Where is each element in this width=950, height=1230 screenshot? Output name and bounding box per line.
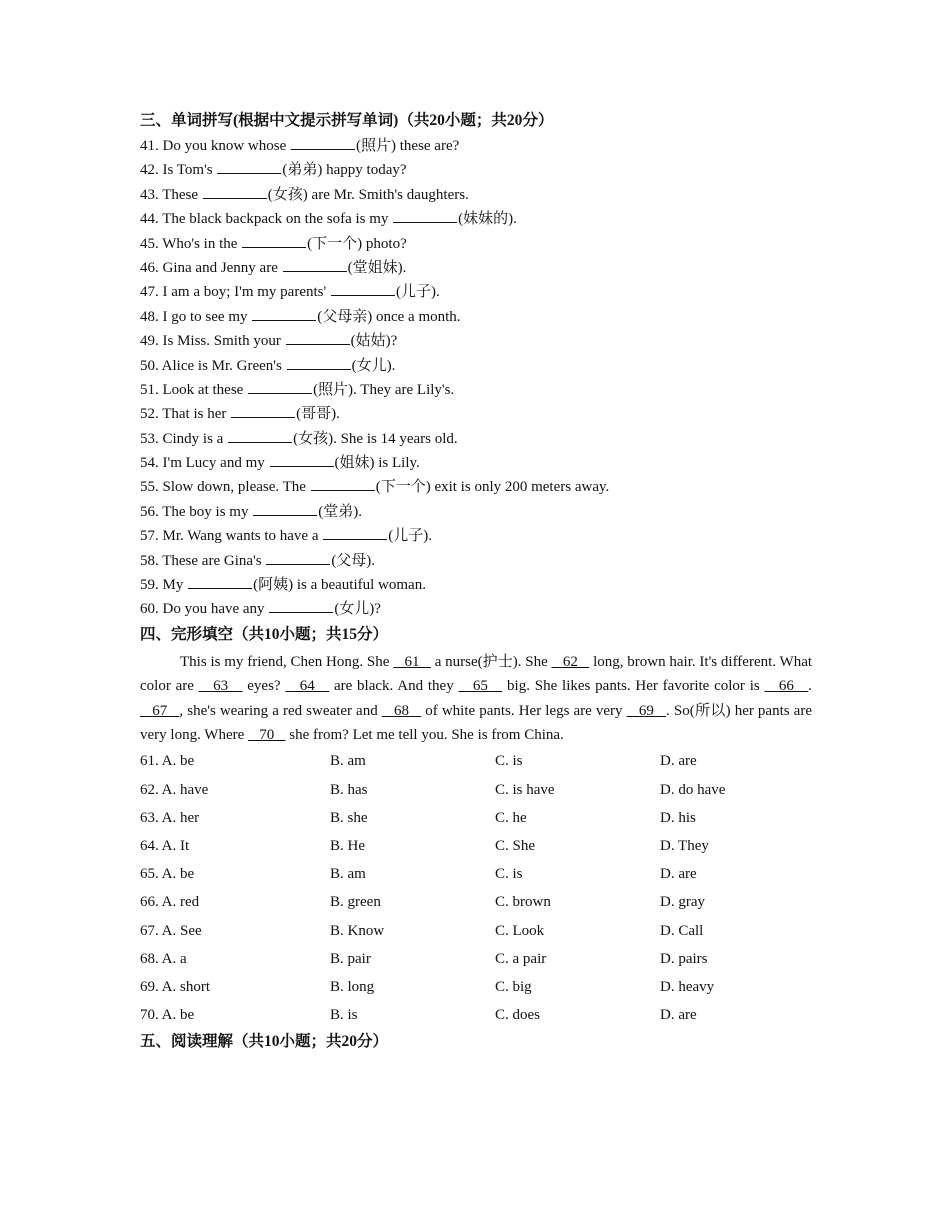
question-text: 54. I'm Lucy and my xyxy=(140,455,269,472)
question-text: 45. Who's in the xyxy=(140,235,242,252)
chinese-hint: (儿子). xyxy=(388,528,432,545)
answer-option[interactable]: 63. A. her xyxy=(140,809,200,826)
passage-text: she from? Let me tell you. She is from China. xyxy=(285,727,564,744)
cloze-blank-number[interactable]: 67 xyxy=(140,702,180,719)
chinese-hint: (弟弟) happy today? xyxy=(282,162,407,179)
passage-text: a nurse(护士). She xyxy=(430,653,552,670)
answer-option[interactable]: C. She xyxy=(495,838,536,854)
answer-option[interactable]: B. she xyxy=(330,809,368,826)
spelling-question xyxy=(140,158,812,182)
answer-blank[interactable] xyxy=(269,597,333,613)
passage-text: big. She likes pants. Her favorite color is xyxy=(502,678,765,695)
option-row xyxy=(140,747,812,775)
answer-option[interactable]: C. is xyxy=(495,753,523,770)
answer-option[interactable]: D. are xyxy=(660,753,697,770)
chinese-hint: (妹妹的). xyxy=(458,211,517,228)
question-text: 49. Is Miss. Smith your xyxy=(140,333,285,350)
cloze-blank-number[interactable]: 64 xyxy=(285,678,330,695)
answer-option[interactable]: C. is have xyxy=(495,781,555,798)
answer-blank[interactable] xyxy=(217,158,281,174)
cloze-blank-number[interactable]: 69 xyxy=(626,702,667,719)
option-row xyxy=(140,860,812,888)
question-text: 53. Cindy is a xyxy=(140,430,228,447)
answer-option[interactable]: B. is xyxy=(330,1007,358,1024)
answer-option[interactable]: B. long xyxy=(330,978,375,995)
passage-text: eyes? xyxy=(242,678,286,695)
option-row xyxy=(140,973,812,1001)
cloze-blank-number[interactable]: 70 xyxy=(248,727,286,744)
option-row xyxy=(140,888,812,916)
answer-option[interactable]: C. does xyxy=(495,1007,540,1024)
answer-option[interactable]: B. green xyxy=(330,894,381,911)
chinese-hint: (儿子). xyxy=(395,284,440,301)
chinese-hint: (父母). xyxy=(331,552,376,569)
spelling-question xyxy=(140,475,812,499)
question-text: 60. Do you have any xyxy=(140,601,269,618)
passage-text: of white pants. Her legs are very xyxy=(421,702,627,719)
answer-option[interactable]: D. gray xyxy=(660,894,705,911)
answer-blank[interactable] xyxy=(331,280,395,296)
answer-option[interactable]: D. his xyxy=(660,809,696,826)
question-text: 51. Look at these xyxy=(140,381,248,398)
answer-option[interactable]: C. a pair xyxy=(495,950,547,967)
answer-option[interactable]: C. he xyxy=(495,809,527,826)
spelling-question xyxy=(140,305,812,329)
option-row xyxy=(140,804,812,832)
chinese-hint: (姐妹) is Lily. xyxy=(334,455,420,472)
answer-option[interactable]: 65. A. be xyxy=(140,866,195,883)
answer-blank[interactable] xyxy=(248,378,312,394)
answer-blank[interactable] xyxy=(242,232,306,248)
section3-heading: 三、单词拼写(根据中文提示拼写单词)（共20小题；共20分） xyxy=(140,112,554,129)
answer-blank[interactable] xyxy=(252,305,316,321)
chinese-hint: (阿姨) is a beautiful woman. xyxy=(253,577,426,594)
answer-option[interactable]: 68. A. a xyxy=(140,950,187,967)
cloze-blank-number[interactable]: 61 xyxy=(393,653,431,670)
spelling-question xyxy=(140,427,812,451)
answer-option[interactable]: B. He xyxy=(330,838,365,854)
chinese-hint: (堂弟). xyxy=(318,503,362,520)
answer-blank[interactable] xyxy=(311,475,375,491)
spelling-question xyxy=(140,256,812,280)
spelling-question xyxy=(140,183,812,207)
answer-option[interactable]: C. is xyxy=(495,866,523,883)
chinese-hint: (堂姐妹). xyxy=(347,259,407,276)
answer-blank[interactable] xyxy=(228,427,292,443)
answer-blank[interactable] xyxy=(188,573,252,589)
answer-option[interactable]: D. are xyxy=(660,866,697,883)
answer-option[interactable]: D. pairs xyxy=(660,950,708,967)
section4-heading: 四、完形填空（共10小题；共15分） xyxy=(140,625,389,643)
answer-option[interactable]: D. They xyxy=(660,838,709,854)
passage-text: . xyxy=(808,678,813,695)
passage-text: long, brown hair. It's different. What color are xyxy=(140,653,813,695)
question-text: 59. My xyxy=(140,577,188,594)
option-row xyxy=(140,1001,812,1029)
spelling-question xyxy=(140,354,812,378)
question-text: 58. These are Gina's xyxy=(140,552,266,569)
passage-text: This is my friend, Chen Hong. She xyxy=(180,653,394,670)
option-row xyxy=(140,776,812,804)
cloze-blank-number[interactable]: 66 xyxy=(764,678,809,695)
cloze-blank-number[interactable]: 63 xyxy=(198,678,243,695)
answer-option[interactable]: C. Look xyxy=(495,922,545,939)
spelling-question xyxy=(140,402,812,426)
passage-text: . So(所以) her pants are very long. Where xyxy=(140,702,812,744)
cloze-blank-number[interactable]: 62 xyxy=(551,653,590,670)
answer-option[interactable]: 62. A. have xyxy=(140,781,209,798)
spelling-question xyxy=(140,597,812,621)
passage-text: , she's wearing a red sweater and xyxy=(179,702,382,719)
answer-blank[interactable] xyxy=(231,402,295,418)
answer-blank[interactable] xyxy=(291,134,355,150)
answer-option[interactable]: B. am xyxy=(330,753,366,770)
chinese-hint: (下一个) exit is only 200 meters away. xyxy=(375,479,610,496)
option-row xyxy=(140,832,812,860)
answer-option[interactable]: 69. A. short xyxy=(140,978,211,995)
answer-option[interactable]: D. do have xyxy=(660,781,726,798)
question-text: 48. I go to see my xyxy=(140,308,252,325)
question-text: 42. Is Tom's xyxy=(140,162,217,179)
answer-blank[interactable] xyxy=(393,207,457,223)
answer-option[interactable]: D. heavy xyxy=(660,978,715,995)
answer-option[interactable]: B. am xyxy=(330,866,366,883)
question-text: 50. Alice is Mr. Green's xyxy=(140,357,286,374)
spelling-question xyxy=(140,524,812,548)
answer-option[interactable]: 66. A. red xyxy=(140,894,200,911)
section5-heading: 五、阅读理解（共10小题；共20分） xyxy=(140,1033,389,1051)
question-text: 46. Gina and Jenny are xyxy=(140,259,282,276)
question-text: 43. These xyxy=(140,186,202,203)
exam-page xyxy=(140,108,812,1055)
chinese-hint: (姑姑)? xyxy=(350,333,398,350)
chinese-hint: (照片) these are? xyxy=(356,138,460,154)
spelling-question xyxy=(140,500,812,524)
spelling-question-list xyxy=(140,134,812,622)
question-text: 56. The boy is my xyxy=(140,503,253,520)
answer-blank[interactable] xyxy=(270,451,334,467)
chinese-hint: (下一个) photo? xyxy=(307,235,407,252)
chinese-hint: (照片). They are Lily's. xyxy=(313,381,455,398)
spelling-question xyxy=(140,573,812,597)
question-text: 41. Do you know whose xyxy=(140,138,290,154)
question-text: 57. Mr. Wang wants to have a xyxy=(140,528,323,545)
answer-option[interactable]: 61. A. be xyxy=(140,753,195,770)
question-text: 47. I am a boy; I'm my parents' xyxy=(140,284,330,301)
cloze-passage xyxy=(140,650,812,748)
cloze-blank-number[interactable]: 65 xyxy=(458,678,503,695)
cloze-blank-number[interactable]: 68 xyxy=(381,702,422,719)
answer-blank[interactable] xyxy=(253,500,317,516)
chinese-hint: (女儿). xyxy=(351,357,396,374)
spelling-question xyxy=(140,207,812,231)
spelling-question xyxy=(140,378,812,402)
answer-option[interactable]: B. has xyxy=(330,781,368,798)
answer-option[interactable]: C. big xyxy=(495,978,532,995)
spelling-question xyxy=(140,549,812,573)
chinese-hint: (女孩) are Mr. Smith's daughters. xyxy=(267,186,469,203)
answer-blank[interactable] xyxy=(266,549,330,565)
answer-blank[interactable] xyxy=(283,256,347,272)
answer-blank[interactable] xyxy=(323,524,387,540)
answer-option[interactable]: 70. A. be xyxy=(140,1007,195,1024)
answer-option[interactable]: 67. A. See xyxy=(140,922,202,939)
answer-option[interactable]: 64. A. It xyxy=(140,838,190,854)
answer-option[interactable]: B. pair xyxy=(330,950,371,967)
chinese-hint: (父母亲) once a month. xyxy=(317,308,461,325)
spelling-question xyxy=(140,329,812,353)
spelling-question xyxy=(140,280,812,304)
question-text: 44. The black backpack on the sofa is my xyxy=(140,211,393,228)
answer-option[interactable]: D. Call xyxy=(660,922,704,939)
answer-blank[interactable] xyxy=(286,329,350,345)
chinese-hint: (哥哥). xyxy=(296,406,340,423)
answer-option[interactable]: B. Know xyxy=(330,922,385,939)
chinese-hint: (女孩). She is 14 years old. xyxy=(293,430,458,447)
passage-text: are black. And they xyxy=(329,678,459,695)
question-text: 52. That is her xyxy=(140,406,231,423)
chinese-hint: (女儿)? xyxy=(334,601,381,618)
spelling-question xyxy=(140,232,812,256)
answer-option[interactable]: C. brown xyxy=(495,894,551,911)
cloze-options xyxy=(140,747,812,1029)
answer-blank[interactable] xyxy=(287,354,351,370)
option-row xyxy=(140,917,812,945)
spelling-question xyxy=(140,451,812,475)
answer-blank[interactable] xyxy=(203,183,267,199)
spelling-question xyxy=(140,134,812,158)
question-text: 55. Slow down, please. The xyxy=(140,479,310,496)
option-row xyxy=(140,945,812,973)
answer-option[interactable]: D. are xyxy=(660,1007,697,1024)
